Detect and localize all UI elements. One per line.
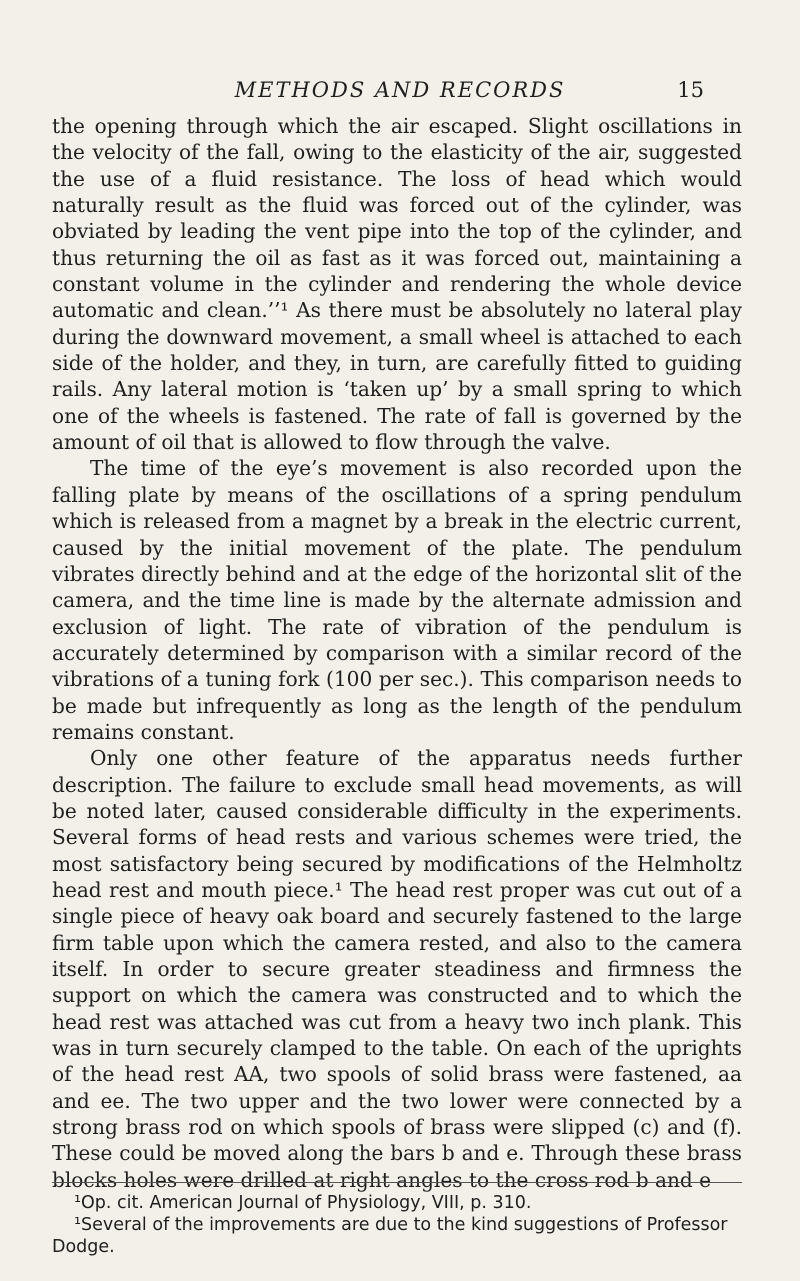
footnote: ¹Several of the improvements are due to the kind suggestions of Professor Dodge. [52,1215,728,1257]
footnote-divider [52,1182,742,1183]
body-text [52,113,742,1193]
paragraph: Only one other feature of the apparatus needs further description. The failure to exclude small head movements, as will be noted later, caused considerable difficulty in the experiments. Several forms of head rests and various schemes were tried, the most satisfactory being secured by modifications of the Helmholtz head rest and mouth piece.¹ The head rest proper was cut out of a single piece of heavy oak board and securely fastened to the large firm table upon which the camera rested, and also to the camera itself. In order to secure greater steadiness and firmness the support on which the camera was constructed and to which the head rest was attached was cut from a heavy two inch plank. This was in turn securely clamped to the table. On each of the uprights of the head rest AA, two spools of solid brass were fastened, aa and ee. The two upper and the two lower were connected by a strong brass rod on which spools of brass were slipped (c) and (f). These could be moved along the bars b and e. Through these brass blocks holes were drilled at right angles to the cross rod b and e [52,746,742,1192]
page-header [0,78,800,108]
paragraph: the opening through which the air escaped. Slight oscillations in the velocity of the fall, owing to the elasticity of the air, suggested the use of a fluid resistance. The loss of head which would naturally result as the fluid was forced out of the cylinder, was obviated by leading the vent pipe into the top of the cylinder, and thus returning the oil as fast as it was forced out, maintaining a constant volume in the cylinder and rendering the whole device automatic and clean.’’¹ As there must be absolutely no lateral play during the downward movement, a small wheel is attached to each side of the holder, and they, in turn, are carefully fitted to guiding rails. Any lateral motion is ‘taken up’ by a small spring to which one of the wheels is fastened. The rate of fall is governed by the amount of oil that is allowed to flow through the valve. [52,114,742,455]
footnotes [52,1192,742,1258]
paragraph: The time of the eye’s movement is also recorded upon the falling plate by means of the oscillations of a spring pendulum which is released from a magnet by a break in the electric current, caused by the initial movement of the plate. The pendulum vibrates directly behind and at the edge of the horizontal slit of the camera, and the time line is made by the alternate admission and exclusion of light. The rate of vibration of the pendulum is accurately determined by comparison with a similar record of the vibrations of a tuning fork (100 per sec.). This comparison needs to be made but infrequently as long as the length of the pendulum remains constant. [52,456,742,744]
page-number: 15 [677,78,704,102]
footnote: ¹Op. cit. American Journal of Physiology, VIII, p. 310. [74,1193,532,1213]
running-head: METHODS AND RECORDS [234,78,566,102]
